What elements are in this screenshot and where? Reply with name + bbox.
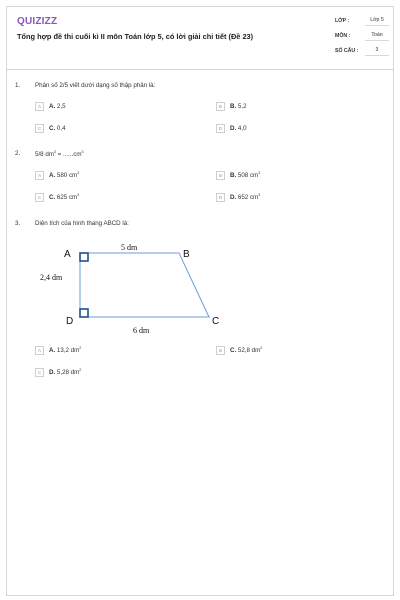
vertex-b-label: B [183,249,190,260]
worksheet-title: Tổng hợp đề thi cuối kì II môn Toán lớp 5, có lời giải chi tiết (Đề 23) [17,32,254,41]
class-label: LỚP : [335,18,350,24]
answer-option[interactable] [216,101,247,111]
subject-value: Toán [365,32,389,41]
vertex-a-label: A [64,249,71,260]
option-key: C. [49,194,56,201]
answer-option[interactable]: C C. 625 $cm^3$ [35,192,79,202]
answer-option[interactable]: A A. 13,2 $dm^2$ [35,345,81,355]
right-angle-marker-d [80,309,88,317]
answer-option[interactable]: B B. 508 $cm^3$ [216,170,260,180]
option-letter-box[interactable]: B [216,346,225,355]
question-number: 1. [15,82,21,89]
subject-label: MÔN : [335,33,351,39]
question-number: 3. [15,220,21,227]
answer-option[interactable]: B C. 52,8 $dm^2$ [216,345,262,355]
option-text: 625 cm [56,194,78,201]
option-text: 2,5 [56,102,66,110]
option-key: D. [230,194,237,201]
option-letter-box[interactable]: B [216,102,225,111]
option-text: 508 cm [237,172,259,179]
height-label: 2,4 dm [40,273,63,282]
option-text: 5,2 [237,102,247,110]
option-letter-box[interactable]: C [35,368,44,377]
option-key: C. [49,124,56,132]
option-key: D. [49,369,56,376]
option-key: D. [230,124,237,132]
option-text: 5,28 dm [56,369,80,376]
answer-option[interactable]: D D. 652 $cm^3$ [216,192,260,202]
vertex-d-label: D [66,316,74,327]
question-text: Diện tích của hình thang ABCD là: [35,220,129,227]
option-letter-box[interactable]: D [216,124,225,133]
answer-option[interactable]: A A. 580 $cm^3$ [35,170,79,180]
header-divider [7,69,393,70]
answer-option[interactable] [216,123,247,133]
class-value: Lớp 5 [365,17,389,26]
option-text: 4,0 [237,124,247,132]
option-letter-box[interactable]: A [35,102,44,111]
option-letter-box[interactable]: B [216,171,225,180]
option-letter-box[interactable]: C [35,124,44,133]
trapezoid-shape [80,253,209,317]
bottom-base-label: 6 dm [133,326,150,335]
question-count-value: 3 [365,47,389,56]
option-key: B. [230,172,237,179]
question-count-label: SỐ CÂU : [335,48,359,54]
option-text: 13,2 dm [56,347,80,354]
option-text: 652 cm [237,194,259,201]
top-base-label: 5 dm [121,243,138,252]
option-key: B. [230,102,237,110]
answer-option[interactable] [35,123,66,133]
option-text: 52,8 dm [237,347,261,354]
answer-option[interactable] [35,101,66,111]
question-text: Phân số 2/5 viết dưới dạng số thập phân là: [35,82,156,89]
option-text: 0,4 [56,124,66,132]
question-number: 2. [15,150,21,157]
vertex-c-label: C [212,316,220,327]
worksheet-header [7,7,393,69]
option-letter-box[interactable]: C [35,193,44,202]
option-letter-box[interactable]: A [35,346,44,355]
trapezoid-diagram [37,239,227,339]
right-angle-marker-a [80,253,88,261]
option-key: A. [49,102,56,110]
option-text: 580 cm [56,172,78,179]
trapezoid-figure [37,239,227,339]
question-text: 5/8 $dm^3 = ......cm^3$ [35,150,84,158]
worksheet-page [6,6,394,596]
option-letter-box[interactable]: A [35,171,44,180]
quizizz-logo: QUIZIZZ [17,16,58,27]
option-key: A. [49,172,56,179]
answer-option[interactable]: C D. 5,28 $dm^2$ [35,367,81,377]
option-key: A. [49,347,56,354]
option-letter-box[interactable]: D [216,193,225,202]
option-key: C. [230,347,237,354]
